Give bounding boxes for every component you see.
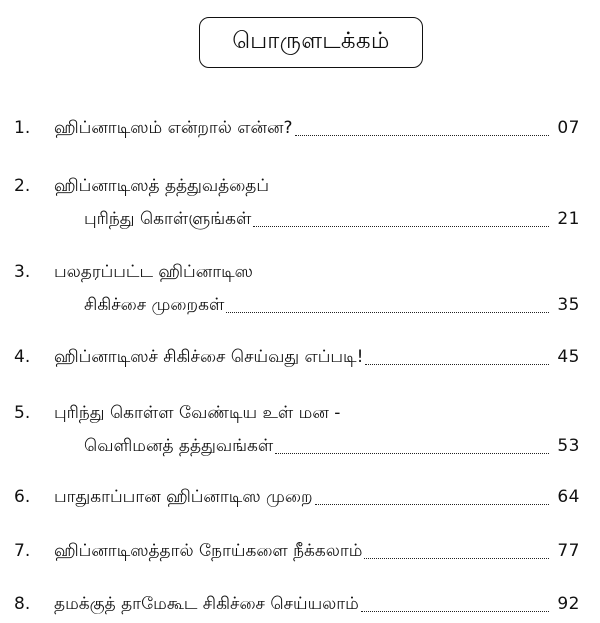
entry-title-line [84,209,552,231]
entry-number: 5. [14,403,31,423]
leader-dots [226,311,549,313]
leader-dots [365,363,549,365]
entry-title: ஹிப்னாடிஸத் தத்துவத்தைப் [54,176,269,196]
entry-page-number: 64 [557,487,580,507]
entry-title: தமக்குத் தாமேகூட சிகிச்சை செய்யலாம் [54,594,359,614]
entry-title-line [54,487,552,509]
entry-title: புரிந்து கொள்ள வேண்டிய உள் மன - [54,403,341,423]
leader-dots [253,225,549,227]
entry-title-continued: வெளிமனத் தத்துவங்கள் [84,436,274,456]
leader-dots [275,452,549,454]
entry-title: ஹிப்னாடிஸச் சிகிச்சை செய்வது எப்படி! [54,347,364,367]
entry-title-line [54,594,552,616]
entry-page-number: 35 [557,295,580,315]
entry-title-line [54,541,552,563]
entry-number: 2. [14,176,31,196]
entry-title-line [84,295,552,317]
entry-page-number: 92 [557,594,580,614]
entry-page-number: 77 [557,541,580,561]
entry-title: ஹிப்னாடிஸம் என்றால் என்ன? [54,118,293,138]
entry-title: பலதரப்பட்ட ஹிப்னாடிஸ [54,262,253,282]
entry-title-continued: சிகிச்சை முறைகள் [84,295,225,315]
leader-dots [295,134,549,136]
entry-number: 8. [14,594,31,614]
entry-title: பாதுகாப்பான ஹிப்னாடிஸ முறை [54,487,313,507]
entry-title-continued: புரிந்து கொள்ளுங்கள் [84,209,252,229]
entry-page-number: 07 [557,118,580,138]
entry-title: ஹிப்னாடிஸத்தால் நோய்களை நீக்கலாம் [54,541,363,561]
toc-title: பொருளடக்கம் [199,17,423,68]
entry-number: 3. [14,262,31,282]
leader-dots [364,557,549,559]
entry-page-number: 53 [557,436,580,456]
entry-number: 1. [14,118,31,138]
entry-title-line [54,118,552,140]
entry-title-line [54,347,552,369]
entry-title-line [84,436,552,458]
leader-dots [361,610,549,612]
entry-page-number: 45 [557,347,580,367]
leader-dots [315,503,549,505]
entry-page-number: 21 [557,209,580,229]
entry-number: 6. [14,487,31,507]
entry-number: 7. [14,541,31,561]
entry-number: 4. [14,347,31,367]
